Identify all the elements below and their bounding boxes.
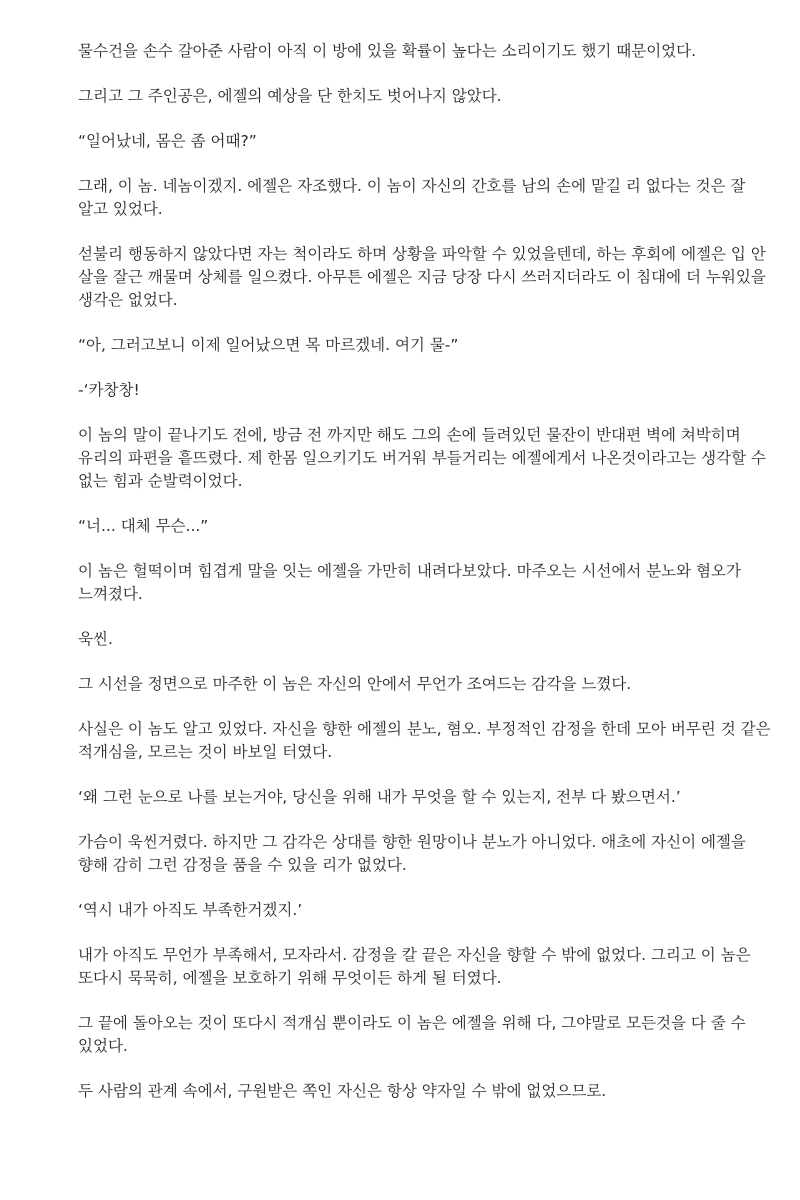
paragraph-15: 가슴이 욱씬거렸다. 하지만 그 감각은 상대를 향한 원망이나 분노가 아니었다. 애초에 자신이 에젤을 향해 감히 그런 감정을 품을 수 있을 리가 없었다. xyxy=(78,833,746,874)
paragraph-9: “너... 대체 무슨...” xyxy=(78,517,209,535)
paragraph-6: “아, 그러고보니 이제 일어났으면 목 마르겠네. 여기 물-” xyxy=(78,336,459,354)
paragraph-12: 그 시선을 정면으로 마주한 이 놈은 자신의 안에서 무언가 조여드는 감각을 느꼈다. xyxy=(78,675,632,693)
paragraph-18: 그 끝에 돌아오는 것이 또다시 적개심 뿐이라도 이 놈은 에젤을 위해 다, 그야말로 모든것을 다 줄 수 있었다. xyxy=(78,1014,746,1055)
paragraph-3: “일어났네, 몸은 좀 어때?” xyxy=(78,132,257,150)
paragraph-19: 두 사람의 관계 속에서, 구원받은 쪽인 자신은 항상 약자일 수 밖에 없었으므로. xyxy=(78,1082,607,1100)
paragraph-10: 이 놈은 헐떡이며 힘겹게 말을 잇는 에젤을 가만히 내려다보았다. 마주오는 시선에서 분노와 혐오가 느껴졌다. xyxy=(78,562,741,603)
paragraph-11: 욱씬. xyxy=(78,630,113,648)
paragraph-16: ‘역시 내가 아직도 부족한거겠지.’ xyxy=(78,901,303,919)
paragraph-14: ‘왜 그런 눈으로 나를 보는거야, 당신을 위해 내가 무엇을 할 수 있는지, 전부 다 봤으면서.’ xyxy=(78,788,681,806)
paragraph-17: 내가 아직도 무언가 부족해서, 모자라서. 감정을 칼 끝은 자신을 향할 수 밖에 없었다. 그리고 이 놈은 또다시 묵묵히, 에젤을 보호하기 위해 무엇이든 하게 될 터였다. xyxy=(78,946,751,987)
paragraph-7: -‘카창창! xyxy=(78,381,140,399)
paragraph-8: 이 놈의 말이 끝나기도 전에, 방금 전 까지만 해도 그의 손에 들려있던 물잔이 반대편 벽에 쳐박히며 유리의 파편을 흩뜨렸다. 제 한몸 일으키기도 버거워 부들거리는 에젤에게서 나온것이라고는 생각할 수 없는 힘과 순발력이었다. xyxy=(78,426,766,490)
paragraph-1: 물수건을 손수 갈아준 사람이 아직 이 방에 있을 확률이 높다는 소리이기도 했기 때문이었다. xyxy=(78,42,697,60)
paragraph-4: 그래, 이 놈. 네놈이겠지. 에젤은 자조했다. 이 놈이 자신의 간호를 남의 손에 맡길 리 없다는 것은 잘 알고 있었다. xyxy=(78,177,746,218)
paragraph-2: 그리고 그 주인공은, 에젤의 예상을 단 한치도 벗어나지 않았다. xyxy=(78,87,502,105)
paragraph-13: 사실은 이 놈도 알고 있었다. 자신을 향한 에젤의 분노, 혐오. 부정적인 감정을 한데 모아 버무린 것 같은 적개심을, 모르는 것이 바보일 터였다. xyxy=(78,720,771,761)
paragraph-5: 섣불리 행동하지 않았다면 자는 척이라도 하며 상황을 파악할 수 있었을텐데, 하는 후회에 에젤은 입 안 살을 잘근 깨물며 상체를 일으켰다. 아무튼 에젤은 지금 당장 다시 쓰러지더라도 이 침대에 더 누워있을 생각은 없었다. xyxy=(78,245,766,309)
